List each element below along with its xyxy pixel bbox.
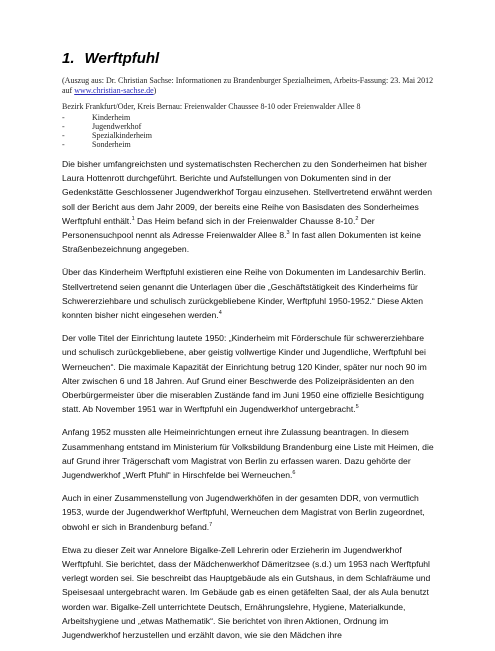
source-link[interactable]: www.christian-sachse.de bbox=[74, 86, 154, 95]
home-type-list bbox=[62, 113, 440, 149]
paragraph-text: Der Personensuchpool nennt als Adresse Freienwalder Allee 8. bbox=[62, 215, 375, 241]
district-line: Bezirk Frankfurt/Oder, Kreis Bernau: Freienwalder Chaussee 8-10 oder Freienwalder Allee 8 bbox=[62, 102, 361, 111]
paragraph-text: Der volle Titel der Einrichtung lautete 1950: „Kinderheim mit Förderschule für schwererziehbare und schulisch zurückgebliebene, aber geistig vollwertige Kinder und Jugendliche, Werftpfuhl bei Werneuchen“. Die maximale Kapazität der Einrichtung betrug 120 Kinder, später nur noch 90 im Alter zwischen 6 und 18 Jahren. Auf Grund einer Beschwerde des Polizeipräsidenten an den Oberbürgermeister über die miserablen Zustände fand im Juni 1950 eine offizielle Besichtigung statt. Ab November 1951 war in Werftpfuhl ein Jugendwerkhof untergebracht. bbox=[62, 333, 427, 415]
paragraph-4 bbox=[62, 425, 440, 482]
paragraph-3 bbox=[62, 331, 440, 416]
footnote-ref[interactable]: 2 bbox=[355, 215, 359, 222]
source-citation bbox=[62, 76, 440, 96]
list-item: - Kinderheim bbox=[62, 113, 440, 122]
source-prefix: auf bbox=[62, 86, 73, 95]
paragraph-5 bbox=[62, 491, 440, 534]
paragraph-6 bbox=[62, 543, 440, 642]
paragraph-text: Auch in einer Zusammenstellung von Jugendwerkhöfen in der gesamten DDR, von vermutlich 1953, wurde der Jugendwerkhof Werftpfuhl, Werneuchen dem Magistrat von Berlin zugeordnet, obwohl er sich in Brandenburg befand. bbox=[62, 493, 425, 532]
list-item: - Sonderheim bbox=[62, 140, 440, 149]
paragraph-text: Über das Kinderheim Werftpfuhl existieren eine Reihe von Dokumenten im Landesarchiv Berlin. Stellvertretend seien genannt die Unterlagen über die „Geschäftstätigkeit des Kinderheims für Schwererziehbare und schulisch zurückgebliebene Kinder, Werftpfuhl 1950-1952.“ Diese Akten konnten bisher nicht eingesehen werden. bbox=[62, 267, 426, 321]
footnote-ref[interactable]: 7 bbox=[209, 521, 213, 528]
source-suffix: ) bbox=[153, 86, 157, 95]
footnote-ref[interactable]: 1 bbox=[131, 215, 135, 222]
paragraph-text: In fast allen Dokumenten ist keine Straßenbezeichnung angegeben. bbox=[62, 230, 421, 255]
section-heading bbox=[62, 50, 440, 68]
footnote-ref[interactable]: 5 bbox=[355, 404, 359, 411]
list-item: - Spezialkinderheim bbox=[62, 131, 440, 140]
paragraph-2 bbox=[62, 265, 440, 322]
footnote-ref[interactable]: 6 bbox=[292, 470, 296, 477]
section-title: Werftpfuhl bbox=[84, 50, 160, 67]
source-line: (Auszug aus: Dr. Christian Sachse: Informationen zu Brandenburger Spezialheimen, Arbeits-Fassung: 23. Mai 2012 bbox=[62, 76, 434, 85]
paragraph-1 bbox=[62, 157, 440, 256]
list-item: - Jugendwerkhof bbox=[62, 122, 440, 131]
paragraph-text: Das Heim befand sich in der Freienwalder Chausse 8-10. bbox=[134, 215, 356, 226]
document-content bbox=[62, 50, 440, 651]
footnote-ref[interactable]: 3 bbox=[286, 230, 290, 237]
footnote-ref[interactable]: 4 bbox=[218, 310, 222, 317]
paragraph-text: Etwa zu dieser Zeit war Annelore Bigalke-Zell Lehrerin oder Erzieherin im Jugendwerkhof Werftpfuhl. Sie berichtet, dass der Mädchenwerkhof Dämeritzsee (s.d.) um 1953 nach Werftpfuhl verlegt worden sei. Sie beschreibt das Hauptgebäude als ein Gutshaus, in dem Schlafräume und Speisesaal untergebracht waren. Im Gebäude gab es einen getäfelten Saal, der als Aula benutzt worden war. Bigalke-Zell unterrichtete Deutsch, Ernährungslehre, Hygiene, Materialkunde, Arbeitshygiene und „etwas Mathematik“. Sie berichtet von ihren Aktionen, Ordnung im Jugendwerkhof herzustellen und erzählt davon, wie sie den Mädchen ihre bbox=[62, 544, 431, 641]
paragraph-text: Anfang 1952 mussten alle Heimeinrichtungen erneut ihre Zulassung beantragen. In diesem Zusammenhang entstand im Ministerium für Volksbildung Brandenburg eine Liste mit Heimen, die auf Grund ihrer Trägerschaft vom Magistrat von Berlin zu erfassen waren. Dazu gehörte der Jugendwerkhof „Werft Pfuhl“ in Hirschfelde bei Werneuchen. bbox=[62, 427, 434, 481]
paragraph-text: Die bisher umfangreichsten und systematischsten Recherchen zu den Sonderheimen hat bisher Laura Hottenrott durchgeführt. Berichte und Aufstellungen von Dokumenten sind in der Gedenkstätte Geschlossener Jugendwerkhof Torgau einzusehen. Stellvertretend erwähnt werden soll der Bericht aus dem Jahr 2009, der bereits eine Reihe von Basisdaten des Sonderheimes Werftpfuhl enthält. bbox=[62, 159, 433, 226]
section-number: 1. bbox=[62, 50, 75, 67]
